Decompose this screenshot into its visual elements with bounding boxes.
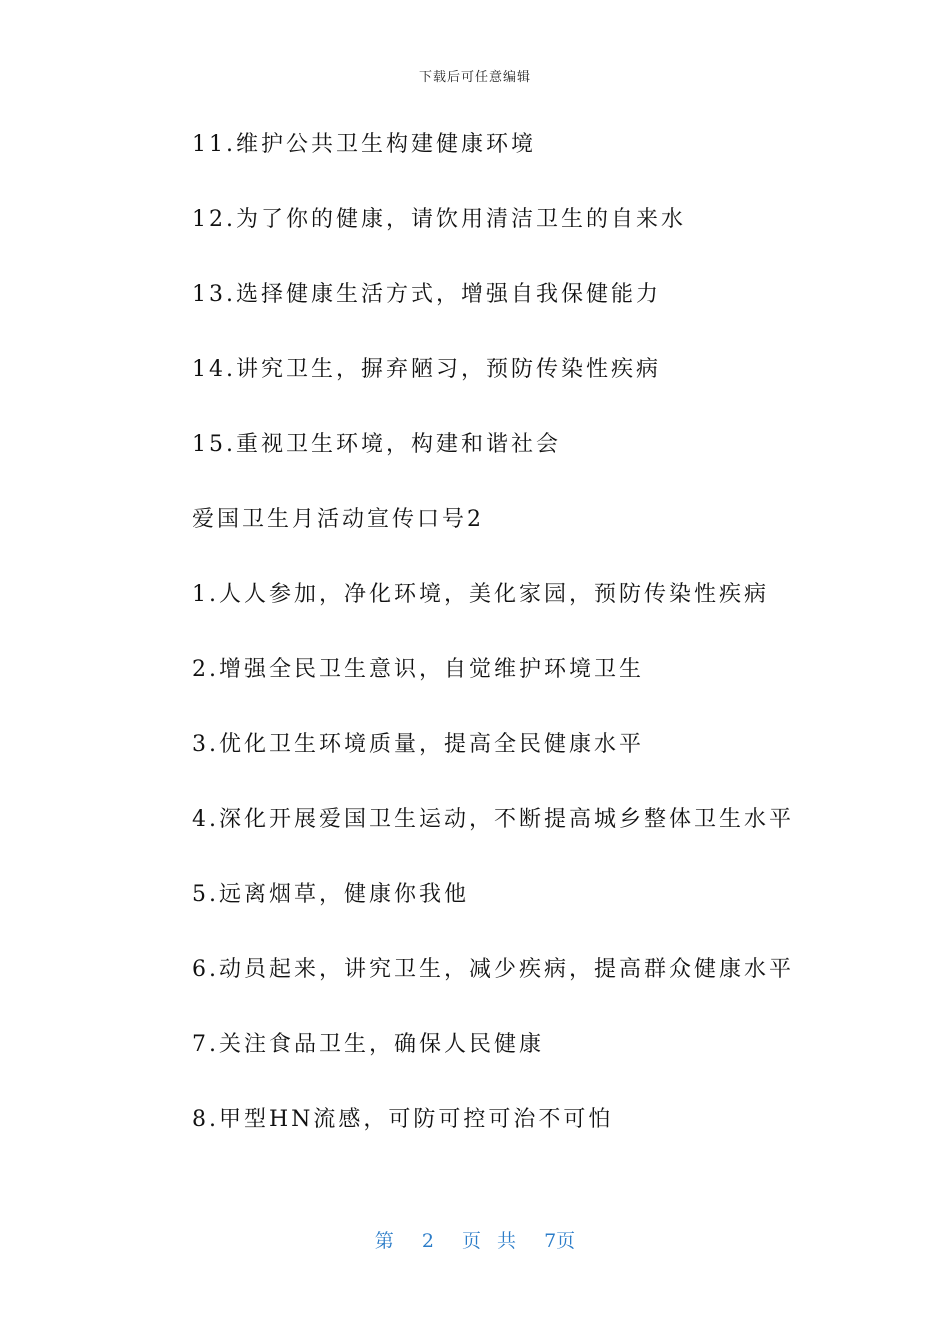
slogan-line: 2.增强全民卫生意识，自觉维护环境卫生 xyxy=(192,657,644,682)
page-header: 下载后可任意编辑 xyxy=(418,70,531,85)
footer-middle: 页 共 xyxy=(462,1230,517,1252)
slogan-line: 7.关注食品卫生，确保人民健康 xyxy=(192,1032,544,1057)
slogan-line: 14.讲究卫生，摒弃陋习，预防传染性疾病 xyxy=(192,357,661,382)
slogan-line: 3.优化卫生环境质量，提高全民健康水平 xyxy=(192,732,644,757)
slogan-line: 4.深化开展爱国卫生运动，不断提高城乡整体卫生水平 xyxy=(192,807,794,832)
slogan-line: 8.甲型HN流感，可防可控可治不可怕 xyxy=(192,1107,614,1132)
footer-total: 7页 xyxy=(544,1230,576,1252)
footer-page-number: 2 xyxy=(421,1230,434,1252)
page-footer xyxy=(0,1226,950,1253)
section-heading: 爱国卫生月活动宣传口号2 xyxy=(192,507,484,532)
slogan-line: 12.为了你的健康，请饮用清洁卫生的自来水 xyxy=(192,207,686,232)
slogan-line: 11.维护公共卫生构建健康环境 xyxy=(192,132,536,157)
document-body xyxy=(192,126,892,1176)
slogan-line: 15.重视卫生环境，构建和谐社会 xyxy=(192,432,561,457)
slogan-line: 5.远离烟草，健康你我他 xyxy=(192,882,469,907)
slogan-line: 1.人人参加，净化环境，美化家园，预防传染性疾病 xyxy=(192,582,769,607)
slogan-line: 6.动员起来，讲究卫生，减少疾病，提高群众健康水平 xyxy=(192,957,794,982)
footer-prefix: 第 xyxy=(374,1230,394,1252)
slogan-line: 13.选择健康生活方式，增强自我保健能力 xyxy=(192,282,661,307)
